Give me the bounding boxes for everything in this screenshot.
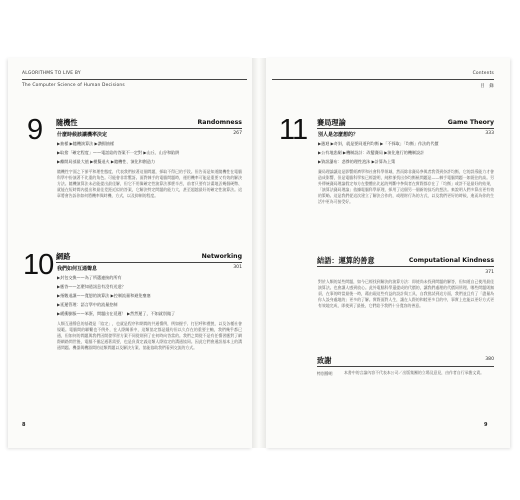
conclusion-title-english: Computational Kindness xyxy=(408,257,494,264)
running-subtitle: The Computer Science of Human Decisions xyxy=(22,83,125,88)
acknowledgments-page-number: 380 xyxy=(485,357,494,362)
chapter-title: 網路 xyxy=(56,252,71,261)
chapter-page-number: 301 xyxy=(233,265,242,270)
acknowledgments-title: 致謝 xyxy=(317,356,332,365)
page-number: 8 xyxy=(22,422,26,428)
chapter-topic-line: ▶取捨「確定程度」——電話給的答案不一定對 ▶山丘、山谷和陷阱 xyxy=(57,150,180,155)
chapter-section-title: 我們如何互通聲息 xyxy=(57,266,98,272)
chapter-summary: 人類互通聲息的基礎是「協定」，也就是程序和期間的共通慣例，例如握手、打招呼和禮貌，以及各種社會規範。電腦間的聯繫也不例外，在人際關係中，這類協定都是隱約但以久存在的重要主軸，我們幾乎都已通，但如何的問題與我們因開發學習方案不同從則到了在何時向答當的。我們之間從不是有任慣習應對了網際網路問世後，電腦不僅記通著需要，也是負責定義這類人際協定的溝通協同。因此它們會通訊基本上的溝通問題。機器與機器間的這類問題以及解決方案、協能協助我們看到交流的方式。 xyxy=(57,321,242,350)
chapter-topic-line: ▶離開局部最大值 ▶模擬退火 ▶隨機性、演化和創造力 xyxy=(57,159,156,164)
chapter-summary: 賽局理論讓這是影響經濟學和社會科學領域，然而除非賽局參與者我得到奈許均衡，它的誤導能力才會造成影響，但是電腦科學家已經證明，純粹卻找出奈均衡極問題是——棘手電腦問題一如既往的高。另外傳統賽局理論假定每方在整體出比起的判斷中參與者在實際都存在了「均衡」或許不是最好的結果，「演算法賽局理論」依據電腦科學原理，採用了這個另一個新的技巧的想法。來說明人們多算出更有效的策略。這是我們從這次建立了解決合作的，或理財行為的方式，以及我們更好的時候，進而為你的生活中更為可接受好。 xyxy=(318,169,494,204)
chapter-title: 隨機性 xyxy=(56,118,78,127)
chapter-rule xyxy=(56,128,242,129)
header-rule xyxy=(22,79,247,80)
running-title: Contents xyxy=(472,71,494,76)
page-number: 9 xyxy=(484,422,488,428)
chapter-topic-line: ▶應答——怎麼知道訊息有沒有送達？ xyxy=(57,284,126,289)
chapter-topic-line: ▶封包交換——為了所選連接的所有 xyxy=(57,275,122,280)
chapter-page-number: 333 xyxy=(485,131,494,136)
chapter-section-title: 什麼時候該讓機率決定 xyxy=(57,132,108,138)
chapter-topic-line: ▶延遲管理：語言學中的流量控制 xyxy=(57,302,118,307)
running-title: ALGORITHMS TO LIVE BY xyxy=(22,71,81,76)
conclusion-page-number: 371 xyxy=(485,270,494,275)
conclusion-title: 結語：運算的善意 xyxy=(317,256,375,265)
chapter-title-english: Networking xyxy=(201,253,242,260)
chapter-number: 9 xyxy=(27,114,43,146)
acknowledgments-rule xyxy=(317,366,494,367)
chapter-section-title: 別人是怎麼想的？ xyxy=(318,132,359,138)
special-note-text: 本書中的言論內容不代表本公司／出版集團的立場及意見，由作者自行承擔文責。 xyxy=(344,370,485,375)
chapter-rule xyxy=(56,262,242,263)
chapter-number: 11 xyxy=(279,114,308,146)
chapter-rule xyxy=(317,128,494,129)
conclusion-rule xyxy=(317,266,494,267)
chapter-summary: 隨機性字面之下卻平和理性態度，代表我們按著這個問題，採取不得已的手段。但告而是知道隨機性在電腦科學中扮演著不比重的角色。可能會非常驚訝。面對棘手的電腦問題時，運用機率可能是重要又有效的解決方法。隨機演算法未必能提出最佳解，但它不用像確定性演算法那麼辛苦，前者只要有計畫地丟幾個硬幣、就能在短時間內提出和最佳差距近似的答案，它解決特定問題的能力大，甚至超越最好的確定性演算法。這章將會告訴你如何將機率與時機、方式，以及抑制的程度。 xyxy=(57,169,242,198)
chapter-title-english: Game Theory xyxy=(447,119,494,126)
chapter-topic-line: ▶遞迴 ▶奇斜，就是要同道到均衡 ▶「不採取」「均衡」作法的代價 xyxy=(318,141,439,146)
chapter-topic-line: ▶指數退讓——寬恕的演算法 ▶控制流量和避免壅塞 xyxy=(57,293,151,298)
conclusion-summary: 對於人類的某些問題，如今已經找到解決的演算方法：即使尚未找到問題的解答，但知道自己使用最佳演算法。也會讓人感到放心。此外電腦科學還提成的代價的，讓我們處理的代價同所理。哪些問題則無須，在事的時當最後一時，藉由現這些有益的設計與工具，自我嘗試到這方面，我們並且有了「盡量為你人設身處地的」更多的了解。實際面對人生，讓在人際的和睦更多目的中，事實上也能以更好方式更有效地完成，即使到了最後，它們給予我們十分寬容的善意。 xyxy=(318,279,494,308)
header-rule xyxy=(272,79,494,80)
chapter-topic-line: ▶緩衝膨脹——笨蛋，問題出在延遲！ ▶然然遲了，不如就別做了 xyxy=(57,311,176,316)
chapter-topic-line: ▶抽樣 ▶隨機演算法 ▶讚揚抽樣 xyxy=(57,141,115,146)
chapter-topic-line: ▶資訊瀑布：悲慘的理性泡沫 ▶計算為上策 xyxy=(318,159,396,164)
chapter-title-english: Randomness xyxy=(197,119,242,126)
chapter-number: 10 xyxy=(23,249,54,281)
special-note-label: 特別聲明 xyxy=(317,371,333,376)
chapter-title: 賽局理論 xyxy=(317,118,346,127)
book-gutter xyxy=(252,58,266,448)
chapter-page-number: 267 xyxy=(233,131,242,136)
chapter-topic-line: ▶公有地悲劇 ▶機制設計：改變賽局 ▶演化進行的機制設計 xyxy=(318,150,425,155)
running-subtitle: 目 錄 xyxy=(480,84,494,89)
